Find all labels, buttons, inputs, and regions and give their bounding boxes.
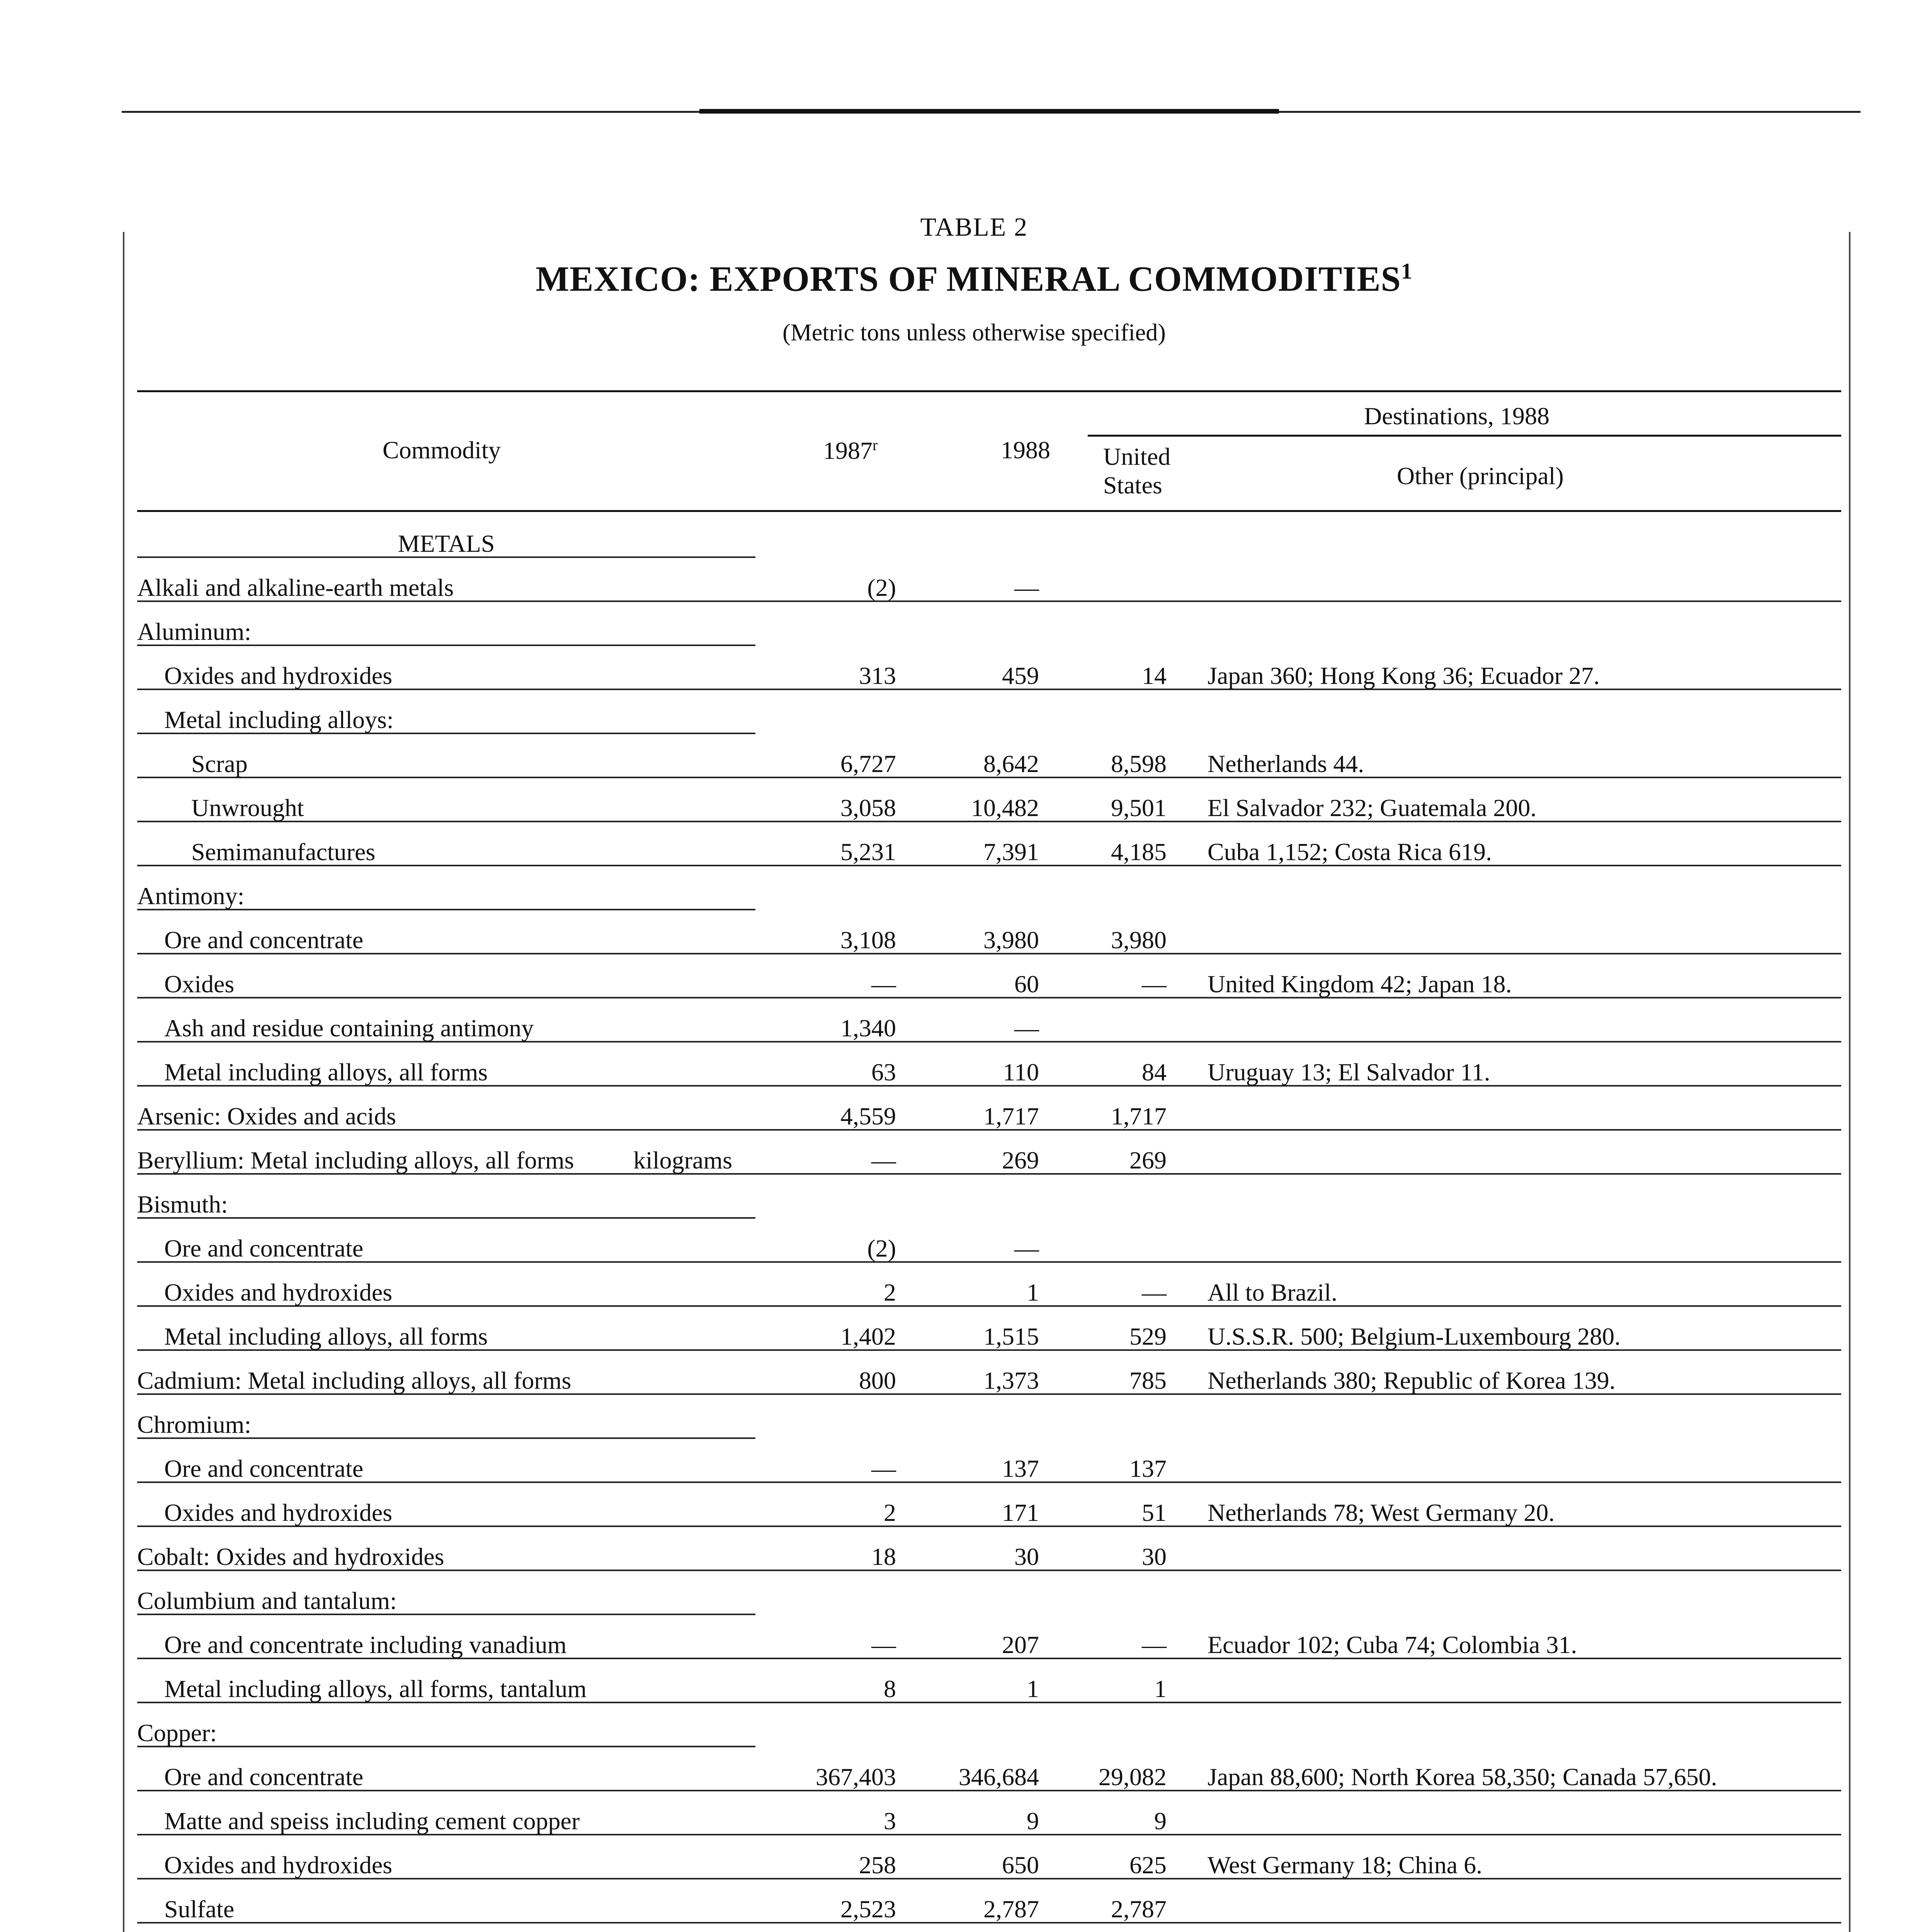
commodity-label: Beryllium: Metal including alloys, all forms [137,1146,574,1174]
value-1987-cell: — [755,1614,906,1658]
left-margin-line [123,232,124,1932]
other-destinations-cell: U.S.S.R. 500; Belgium-Luxembourg 280. [1177,1306,1841,1350]
value-1988-cell [906,1702,1049,1747]
table-row [137,1658,1841,1702]
commodity-cell [137,1218,755,1262]
other-destinations-cell [1177,1570,1841,1614]
other-destinations-cell [1177,1174,1841,1218]
commodity-cell [137,1394,755,1438]
other-destinations-cell: Netherlands 78; West Germany 20. [1177,1482,1841,1526]
table-row [137,1879,1841,1923]
value-1987-cell: 258 [755,1835,906,1879]
value-1987-cell: 800 [755,1350,906,1394]
united-states-cell: — [1049,1262,1177,1306]
other-destinations-cell [1177,689,1841,733]
other-destinations-cell [1177,998,1841,1042]
table-row [137,1570,1841,1614]
table-row [137,998,1841,1042]
header-1987 [823,436,878,465]
commodity-label: Unwrought [191,794,304,821]
value-1988-cell [906,1394,1049,1438]
value-1987-cell: — [755,954,906,998]
table-row [137,1174,1841,1218]
commodity-label: Ore and concentrate [164,1763,364,1791]
value-1988-cell: 7,391 [906,821,1049,866]
other-destinations-cell [1177,1879,1841,1923]
united-states-cell: 269 [1049,1130,1177,1174]
united-states-cell: 1 [1049,1658,1177,1702]
other-destinations-cell: Ecuador 102; Cuba 74; Colombia 31. [1177,1614,1841,1658]
table-row [137,821,1841,866]
other-destinations-cell [1177,1658,1841,1702]
commodity-cell [137,601,755,645]
table-row [137,1438,1841,1482]
value-1987-cell: 5,231 [755,821,906,866]
value-1988-cell: 30 [906,1526,1049,1570]
commodity-label: Semimanufactures [191,838,376,866]
united-states-cell [1049,689,1177,733]
commodity-cell [137,1614,755,1658]
commodity-label: Columbium and tantalum: [137,1587,397,1614]
table-row [137,866,1841,910]
commodity-label: Oxides and hydroxides [164,1851,393,1879]
table-title-text: MEXICO: EXPORTS OF MINERAL COMMODITIES [536,259,1401,299]
united-states-cell [1049,1702,1177,1747]
united-states-cell: 14 [1049,645,1177,689]
united-states-cell [1049,557,1177,601]
table-row [137,557,1841,601]
right-margin-line [1849,232,1850,1932]
commodity-cell [137,1306,755,1350]
commodity-cell [137,1042,755,1086]
value-1988-cell: 459 [906,645,1049,689]
table-row [137,1086,1841,1130]
other-destinations-cell: Netherlands 380; Republic of Korea 139. [1177,1350,1841,1394]
other-destinations-cell: United Kingdom 42; Japan 18. [1177,954,1841,998]
other-destinations-cell [1177,910,1841,954]
united-states-cell: 84 [1049,1042,1177,1086]
value-1987-cell: — [755,1438,906,1482]
united-states-cell [1049,1923,1177,1932]
commodity-label: Oxides and hydroxides [164,1498,393,1526]
united-states-cell [1049,866,1177,910]
commodity-label: Oxides and hydroxides [164,1278,393,1306]
value-1987-cell: 4,559 [755,1086,906,1130]
value-1987-cell: 8 [755,1658,906,1702]
value-1987-cell: 18 [755,1526,906,1570]
commodity-cell [137,1923,755,1932]
value-1987-cell: 3,108 [755,910,906,954]
value-1988-cell: 171 [906,1482,1049,1526]
table-row [137,1482,1841,1526]
table-row [137,1923,1841,1932]
commodity-cell [137,645,755,689]
table-row [137,1262,1841,1306]
commodity-cell [137,1835,755,1879]
commodity-cell [137,821,755,866]
united-states-cell: — [1049,954,1177,998]
value-1987-cell: (2) [755,1218,906,1262]
table-row [137,689,1841,733]
commodity-cell [137,1658,755,1702]
value-1987-cell: 2 [755,1482,906,1526]
commodity-cell [137,1879,755,1923]
table-row [137,645,1841,689]
other-destinations-cell: All to Brazil. [1177,1262,1841,1306]
value-1988-cell [906,1923,1049,1932]
commodity-cell [137,1174,755,1218]
other-destinations-cell [1177,1394,1841,1438]
table-row [137,1350,1841,1394]
header-other-principal: Other (principal) [1397,462,1564,490]
value-1988-cell: 346,684 [906,1747,1049,1791]
table-row [137,1218,1841,1262]
value-1988-cell: 3,980 [906,910,1049,954]
value-1988-cell: 1,515 [906,1306,1049,1350]
commodity-label: Ore and concentrate [164,926,364,954]
table-row [137,601,1841,645]
value-1988-cell [906,1570,1049,1614]
commodity-label: Ore and concentrate [164,1454,364,1482]
united-states-cell: 529 [1049,1306,1177,1350]
header-1987-revised-mark: r [872,436,878,454]
value-1988-cell: — [906,998,1049,1042]
table-row [137,1526,1841,1570]
commodity-label: Metal including alloys, all forms, tantalum [164,1675,587,1702]
table-row [137,777,1841,821]
commodity-label: Ash and residue containing antimony [164,1014,534,1042]
top-rule-accent [699,109,1279,114]
table-row [137,1394,1841,1438]
commodity-cell [137,1526,755,1570]
table-row [137,1747,1841,1791]
united-states-cell: 51 [1049,1482,1177,1526]
value-1987-cell [755,1174,906,1218]
value-1987-cell: 6,727 [755,733,906,777]
value-1988-cell: 10,482 [906,777,1049,821]
value-1987-cell: 367,403 [755,1747,906,1791]
commodity-label: Sulfate [164,1895,235,1923]
other-destinations-cell: Uruguay 13; El Salvador 11. [1177,1042,1841,1086]
section-row [137,514,1841,557]
commodity-cell [137,689,755,733]
table-row [137,1130,1841,1174]
table-number: TABLE 2 [920,212,1028,242]
value-1987-cell: 1,402 [755,1306,906,1350]
value-1988-cell: 2,787 [906,1879,1049,1923]
united-states-cell [1049,1174,1177,1218]
other-destinations-cell [1177,557,1841,601]
united-states-cell: 137 [1049,1438,1177,1482]
other-destinations-cell [1177,1702,1841,1747]
commodity-cell [137,1482,755,1526]
commodity-label: Aluminum: [137,617,252,645]
united-states-cell: 8,598 [1049,733,1177,777]
value-1987-cell [755,1702,906,1747]
commodity-label: Ore and concentrate [164,1234,364,1262]
header-bottom-rule [137,510,1841,512]
commodity-cell [137,1702,755,1747]
commodity-label: Metal including alloys, all forms [164,1322,488,1350]
value-1987-cell: 1,340 [755,998,906,1042]
value-1988-cell: — [906,1218,1049,1262]
united-states-cell: 9 [1049,1791,1177,1835]
header-1987-text: 1987 [823,437,872,464]
table-row [137,1835,1841,1879]
united-states-cell: 625 [1049,1835,1177,1879]
value-1988-cell: 1 [906,1658,1049,1702]
united-states-cell: 3,980 [1049,910,1177,954]
other-destinations-cell [1177,1526,1841,1570]
commodity-label: Bismuth: [137,1190,228,1218]
value-1988-cell: 269 [906,1130,1049,1174]
value-1988-cell [906,1174,1049,1218]
united-states-cell [1049,1218,1177,1262]
other-destinations-cell [1177,1923,1841,1932]
united-states-cell: 30 [1049,1526,1177,1570]
value-1988-cell: 8,642 [906,733,1049,777]
header-top-rule [137,390,1841,392]
commodity-cell [137,1747,755,1791]
commodity-cell [137,557,755,601]
exports-table [137,514,1841,1932]
other-destinations-cell: West Germany 18; China 6. [1177,1835,1841,1879]
other-destinations-cell [1177,866,1841,910]
commodity-label: Chromium: [137,1410,252,1438]
other-destinations-cell [1177,1438,1841,1482]
commodity-label: Cobalt: Oxides and hydroxides [137,1543,444,1570]
commodity-cell [137,1350,755,1394]
united-states-cell: 4,185 [1049,821,1177,866]
table-row [137,733,1841,777]
value-1987-cell: 2,523 [755,1879,906,1923]
destinations-rule [1088,435,1841,437]
section-label: METALS [137,514,755,557]
other-destinations-cell [1177,1086,1841,1130]
value-1988-cell: 137 [906,1438,1049,1482]
commodity-label: Oxides [164,970,235,998]
other-destinations-cell: Japan 360; Hong Kong 36; Ecuador 27. [1177,645,1841,689]
value-1987-cell [755,1923,906,1932]
header-1988: 1988 [1001,436,1050,464]
value-1988-cell: 110 [906,1042,1049,1086]
commodity-label: Oxides and hydroxides [164,662,393,689]
value-1988-cell: — [906,557,1049,601]
united-states-cell: 9,501 [1049,777,1177,821]
value-1987-cell: 3,058 [755,777,906,821]
value-1988-cell: 1 [906,1262,1049,1306]
commodity-label: Ore and concentrate including vanadium [164,1631,567,1658]
value-1988-cell [906,689,1049,733]
other-destinations-cell [1177,1218,1841,1262]
united-states-cell: 785 [1049,1350,1177,1394]
value-1987-cell [755,689,906,733]
commodity-cell [137,954,755,998]
commodity-cell [137,777,755,821]
value-1988-cell: 60 [906,954,1049,998]
value-1987-cell: 313 [755,645,906,689]
value-1988-cell [906,601,1049,645]
commodity-cell [137,733,755,777]
other-destinations-cell: Cuba 1,152; Costa Rica 619. [1177,821,1841,866]
unit-label: kilograms [633,1146,732,1174]
value-1988-cell: 650 [906,1835,1049,1879]
commodity-cell [137,998,755,1042]
value-1987-cell: 63 [755,1042,906,1086]
commodity-label: Cadmium: Metal including alloys, all forms [137,1366,571,1394]
table-row [137,1042,1841,1086]
other-destinations-cell [1177,1791,1841,1835]
header-destinations: Destinations, 1988 [1364,402,1549,430]
united-states-cell: 1,717 [1049,1086,1177,1130]
united-states-cell [1049,601,1177,645]
table-row [137,1306,1841,1350]
table-row [137,954,1841,998]
united-states-cell [1049,998,1177,1042]
header-commodity: Commodity [383,436,501,464]
value-1988-cell: 207 [906,1614,1049,1658]
commodity-label: Metal including alloys: [164,706,394,733]
other-destinations-cell: El Salvador 232; Guatemala 200. [1177,777,1841,821]
value-1988-cell: 1,717 [906,1086,1049,1130]
united-states-cell [1049,1570,1177,1614]
commodity-label: Scrap [191,750,248,777]
other-destinations-cell [1177,1130,1841,1174]
commodity-label: Alkali and alkaline-earth metals [137,573,454,601]
value-1987-cell: — [755,1130,906,1174]
commodity-label: Copper: [137,1719,217,1747]
table-subtitle: (Metric tons unless otherwise specified) [782,320,1166,346]
value-1988-cell: 9 [906,1791,1049,1835]
united-states-cell: 2,787 [1049,1879,1177,1923]
value-1987-cell [755,1570,906,1614]
table-title [0,258,1932,299]
commodity-cell [137,1438,755,1482]
commodity-label: Antimony: [137,882,245,910]
table-row [137,910,1841,954]
commodity-cell [137,866,755,910]
table-row [137,1702,1841,1747]
table-row [137,1791,1841,1835]
value-1987-cell: (2) [755,557,906,601]
commodity-label: Metal including alloys, all forms [164,1058,488,1086]
value-1987-cell [755,866,906,910]
value-1988-cell: 1,373 [906,1350,1049,1394]
value-1988-cell [906,866,1049,910]
title-footnote-marker: 1 [1401,259,1413,284]
header-united-states: United States [1103,443,1171,499]
commodity-label: Arsenic: Oxides and acids [137,1102,396,1130]
commodity-cell [137,910,755,954]
commodity-cell [137,1130,755,1174]
commodity-cell [137,1791,755,1835]
commodity-cell [137,1570,755,1614]
united-states-cell: — [1049,1614,1177,1658]
value-1987-cell [755,1394,906,1438]
united-states-cell [1049,1394,1177,1438]
united-states-cell: 29,082 [1049,1747,1177,1791]
table-row [137,1614,1841,1658]
other-destinations-cell: Japan 88,600; North Korea 58,350; Canada 57,650. [1177,1747,1841,1791]
exports-table-body [137,514,1841,1932]
other-destinations-cell [1177,601,1841,645]
commodity-cell [137,1086,755,1130]
other-destinations-cell: Netherlands 44. [1177,733,1841,777]
commodity-cell [137,1262,755,1306]
value-1987-cell: 2 [755,1262,906,1306]
value-1987-cell: 3 [755,1791,906,1835]
commodity-label: Matte and speiss including cement copper [164,1807,580,1835]
value-1987-cell [755,601,906,645]
